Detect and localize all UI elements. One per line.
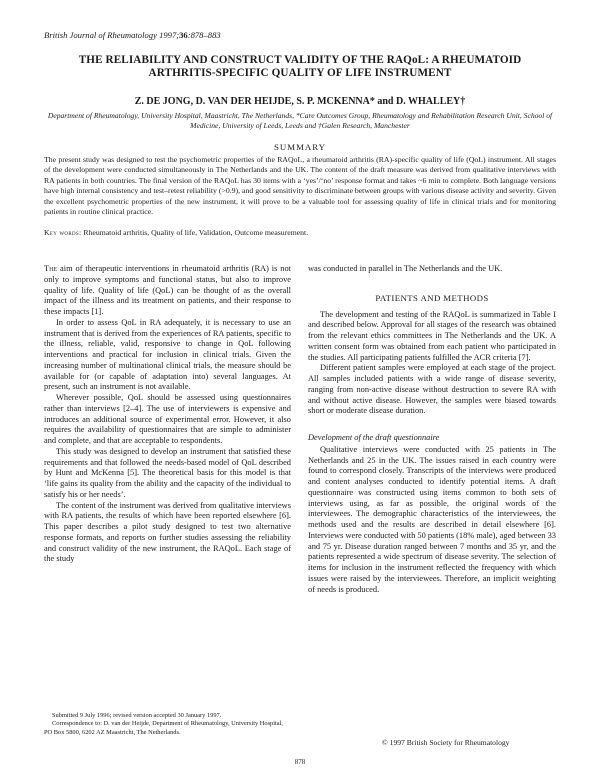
journal-year: 1997; [159,30,180,40]
author-affiliations: Department of Rheumatology, University Hospital, Maastricht, The Netherlands, *Care Outcomes Group, Rheumatology and Rehabilitation Research Unit, School of Medicine, University of Leeds, Leeds and †Galen Research, Manchester [47,111,553,130]
paragraph: The development and testing of the RAQoL is summarized in Table I and described below. Approval for all stages of the research was obtained from the relevant ethics committees in The Netherlands and the UK. A written consent form was obtained from each patient who participated in the studies. All participating patients fulfilled the ACR criteria [7]. [308,309,556,362]
summary-heading: SUMMARY [274,142,326,152]
keywords-list: Rheumatoid arthritis, Quality of life, Validation, Outcome measurement. [83,228,309,237]
journal-volume: 36 [179,30,188,40]
section-heading-patients-methods: PATIENTS AND METHODS [375,292,489,303]
journal-pages: :878–883 [187,30,221,40]
paragraph: Different patient samples were employed at each stage of the project. All samples included patients with a wide range of disease severity, ranging from non-active disease without destruction to severe RA with and without active disease. However, the samples were biased towards short or moderate disease duration. [308,363,556,416]
body-column-right [308,264,556,595]
journal-citation [44,30,221,40]
copyright-notice: © 1997 British Society for Rheumatology [382,738,510,747]
footnote-correspondence: Correspondence to: D. van der Heijde, Department of Rheumatology, University Hospital, PO Box 5800, 6202 AZ Maastricht, The Netherlands. [44,720,284,736]
body-column-left [44,264,291,565]
paragraph-intro [44,264,291,318]
paragraph: This study was designed to develop an instrument that satisfied these requirements and that followed the needs-based model of QoL described by Hunt and McKenna [5]. The theoretical basis for this model is that ‘life gains its quality from the ability and the capacity of the individual to satisfy his or her needs’. [44,446,291,499]
page-number: 878 [294,758,306,766]
keywords [44,228,556,238]
summary-text: The present study was designed to test the psychometric properties of the RAQoL, a rheumatoid arthritis (RA)-specific quality of life (QoL) instrument. All stages of the development were conducted simultaneously in The Netherlands and the UK. The content of the draft measure was derived from qualitative interviews with RA patients in both countries. The final version of the RAQoL has 30 items with a ‘yes’/‘no’ response format and takes ~6 min to complete. Both language versions have high internal consistency and test–retest reliability (>0.9), and good sensitivity to discriminate between groups with various disease activity and severity. Given the excellent psychometric properties of the new instrument, it will prove to be a valuable tool for assessing quality of life in clinical trials and for monitoring patients in routine clinical practice. [44,155,556,217]
article-title: THE RELIABILITY AND CONSTRUCT VALIDITY OF THE RAQoL: A RHEUMATOID ARTHRITIS-SPECIFIC QUALITY OF LIFE INSTRUMENT [78,54,522,79]
paragraph-continued: was conducted in parallel in The Netherlands and the UK. [308,264,503,273]
paragraph: In order to assess QoL in RA adequately, it is necessary to use an instrument that is derived from the experiences of RA patients, specific to the illness, reliable, valid, responsive to change in QoL following interventions and practical for inclusion in clinical trials. Given the increasing number of multinational clinical trials, the measure should be available for (or capable of adaptation into) several languages. At present, such an instrument is not available. [44,317,291,392]
paragraph-intro-text: aim of therapeutic interventions in rheumatoid arthritis (RA) is not only to improve symptoms and functional status, but also to improve quality of life. Quality of life (QoL) can be thought of as the overall impact of the illness and its treatment on patients, and their response to these impacts [1]. [44,264,291,316]
article-authors: Z. DE JONG, D. VAN DER HEIJDE, S. P. MCKENNA* and D. WHALLEY† [134,96,466,107]
journal-name: British Journal of Rheumatology [44,30,157,40]
footnote-submitted: Submitted 9 July 1996; revised version accepted 30 January 1997. [52,712,222,719]
paragraph: Qualitative interviews were conducted with 25 patients in The Netherlands and 25 in the UK. The issues raised in each country were found to correspond closely. Transcripts of the interviews were produced and content analyses conducted to identify potential items. A draft questionnaire was constructed using items common to both sets of interviews using, as far as possible, the original words of the interviewees. The demographic characteristics of the interviewees, the methods used and the results are described in detail elsewhere [6]. Interviews were conducted with 50 patients (18% male), aged between 33 and 75 yr. Disease duration ranged between 7 months and 35 yr, and the patients represented a wide spectrum of disease severity. The selection of items for inclusion in the instrument reflected the frequency with which issues were raised by the interviewees. Therefore, an implicit weighting of needs is produced. [308,444,556,594]
subsection-heading-draft: Development of the draft questionnaire [308,433,440,442]
paragraph: The content of the instrument was derived from qualitative interviews with RA patients, the results of which have been reported elsewhere [6]. This paper describes a pilot study designed to test two alternative response formats, and reports on further studies assessing the reliability and construct validity of the new instrument, the RAQoL. Each stage of the study [44,500,291,564]
footnote [44,712,291,737]
keywords-label: Key words: [44,228,82,237]
drop-word: The [44,264,58,273]
paragraph: Wherever possible, QoL should be assessed using questionnaires rather than interviews [2–4]. The use of interviewers is expensive and introduces an additional source of experimental error. However, it also requires the availability of questionnaires that are simple to administer and complete, and that are acceptable to respondents. [44,393,291,445]
